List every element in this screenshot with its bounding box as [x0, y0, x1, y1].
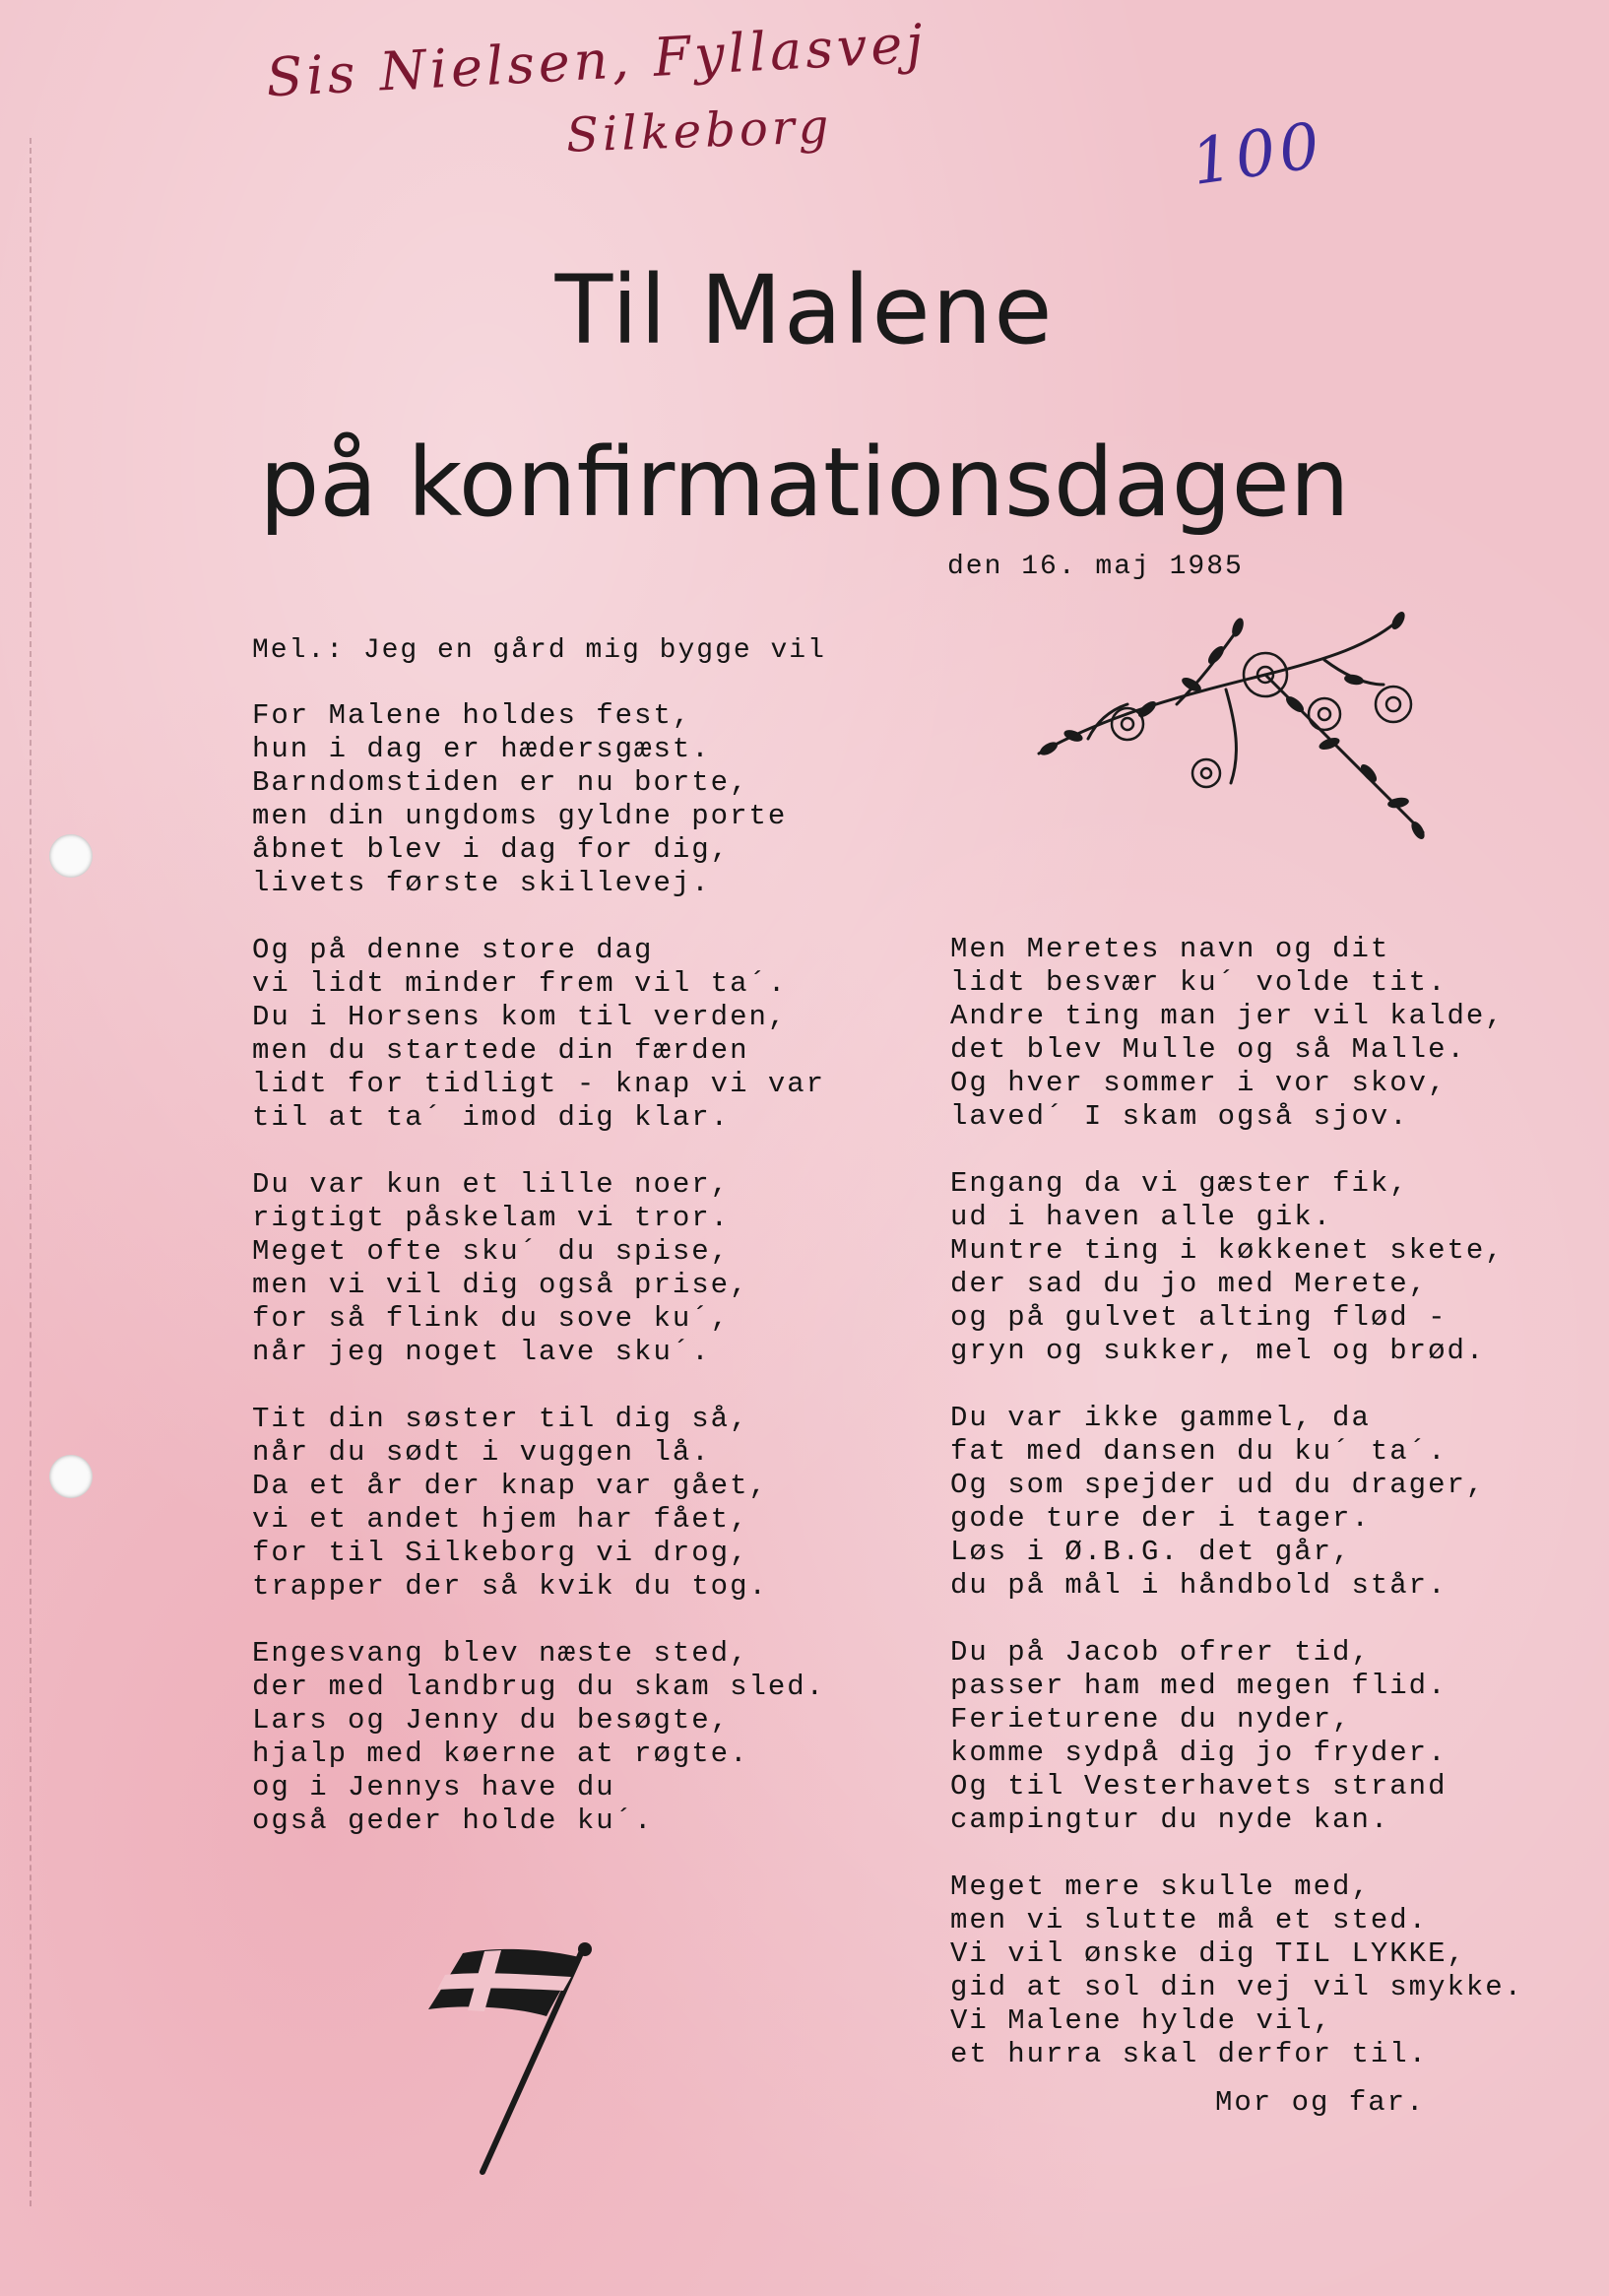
- poem-line: Og til Vesterhavets strand: [950, 1770, 1448, 1803]
- poem-line: hun i dag er hædersgæst.: [252, 733, 711, 765]
- poem-line: men du startede din færden: [252, 1034, 749, 1067]
- handwritten-number: 100: [1187, 109, 1328, 200]
- poem-line: Og hver sommer i vor skov,: [950, 1067, 1448, 1099]
- poem-line: til at ta´ imod dig klar.: [252, 1101, 731, 1134]
- poem-line: Du i Horsens kom til verden,: [252, 1001, 788, 1033]
- poem-line: lidt besvær ku´ volde tit.: [950, 966, 1448, 999]
- flower-sprig-icon: [1029, 606, 1443, 847]
- poem-line: vi lidt minder frem vil ta´.: [252, 967, 788, 1000]
- punch-hole-bottom: [49, 1455, 93, 1498]
- poem-line: ud i haven alle gik.: [950, 1201, 1333, 1233]
- poem-line: hjalp med køerne at røgte.: [252, 1738, 749, 1770]
- poem-line: fat med dansen du ku´ ta´.: [950, 1435, 1448, 1468]
- poem-line: For Malene holdes fest,: [252, 699, 692, 732]
- poem-line: Vi Malene hylde vil,: [950, 2004, 1333, 2037]
- poem-line: der sad du jo med Merete,: [950, 1268, 1429, 1300]
- poem-stanza: [950, 1167, 1523, 1368]
- poem-line: Meget ofte sku´ du spise,: [252, 1235, 731, 1268]
- poem-line: komme sydpå dig jo fryder.: [950, 1737, 1448, 1769]
- poem-line: Vi vil ønske dig TIL LYKKE,: [950, 1937, 1466, 1970]
- poem-line: Barndomstiden er nu borte,: [252, 766, 749, 799]
- poem-stanza: [950, 1636, 1523, 1837]
- poem-stanza: [252, 1168, 825, 1369]
- poem-line: men vi slutte må et sted.: [950, 1904, 1429, 1936]
- page-title: Til Malene: [554, 255, 1055, 366]
- poem-line: gode ture der i tager.: [950, 1502, 1371, 1535]
- page-subtitle: på konfirmationsdagen: [259, 427, 1350, 539]
- poem-line: for så flink du sove ku´,: [252, 1302, 731, 1335]
- date-line: den 16. maj 1985: [947, 552, 1244, 582]
- poem-line: Andre ting man jer vil kalde,: [950, 1000, 1505, 1032]
- poem-line: også geder holde ku´.: [252, 1804, 654, 1837]
- poem-line: Du var ikke gammel, da: [950, 1402, 1371, 1434]
- poem-line: campingtur du nyde kan.: [950, 1804, 1390, 1836]
- poem-line: Du var kun et lille noer,: [252, 1168, 731, 1201]
- poem-line: der med landbrug du skam sled.: [252, 1671, 826, 1703]
- poem-line: gid at sol din vej vil smykke.: [950, 1971, 1524, 2003]
- poem-line: Engang da vi gæster fik,: [950, 1167, 1409, 1200]
- poem-line: men vi vil dig også prise,: [252, 1269, 749, 1301]
- poem-stanza: [252, 1637, 825, 1838]
- poem-line: rigtigt påskelam vi tror.: [252, 1202, 731, 1234]
- poem-line: det blev Mulle og så Malle.: [950, 1033, 1466, 1066]
- poem-line: Og som spejder ud du drager,: [950, 1469, 1486, 1501]
- poem-line: lidt for tidligt - knap vi var: [252, 1068, 826, 1100]
- poem-line: åbnet blev i dag for dig,: [252, 833, 731, 866]
- poem-stanza: [252, 934, 825, 1135]
- poem-line: du på mål i håndbold står.: [950, 1569, 1448, 1602]
- poem-line: gryn og sukker, mel og brød.: [950, 1335, 1486, 1367]
- handwritten-name-address: Sis Nielsen, Fyllasvej: [264, 12, 929, 109]
- poem-stanza: [252, 699, 825, 900]
- poem-stanza: [950, 1402, 1523, 1603]
- melody-line: Mel.: Jeg en gård mig bygge vil: [252, 635, 826, 666]
- poem-line: og i Jennys have du: [252, 1771, 615, 1804]
- poem-line: trapper der så kvik du tog.: [252, 1570, 768, 1603]
- poem-line: vi et andet hjem har fået,: [252, 1503, 749, 1536]
- poem-line: Løs i Ø.B.G. det går,: [950, 1536, 1352, 1568]
- poem-line: Men Meretes navn og dit: [950, 933, 1390, 965]
- poem-line: Lars og Jenny du besøgte,: [252, 1704, 731, 1737]
- poem-line: Da et år der knap var gået,: [252, 1470, 768, 1502]
- poem-line: Ferieturene du nyder,: [950, 1703, 1352, 1736]
- danish-flag-icon: [423, 1935, 601, 2182]
- poem-line: passer ham med megen flid.: [950, 1670, 1448, 1702]
- poem-line: og på gulvet alting flød -: [950, 1301, 1448, 1334]
- poem-line: men din ungdoms gyldne porte: [252, 800, 788, 832]
- poem-line: laved´ I skam også sjov.: [950, 1100, 1409, 1133]
- poem-line: for til Silkeborg vi drog,: [252, 1537, 749, 1569]
- punch-hole-top: [49, 834, 93, 878]
- poem-line: Muntre ting i køkkenet skete,: [950, 1234, 1505, 1267]
- poem-right-column: [950, 933, 1523, 2105]
- handwritten-town: Silkeborg: [565, 98, 834, 164]
- poem-line: et hurra skal derfor til.: [950, 2038, 1429, 2070]
- poem-stanza: [252, 1403, 825, 1604]
- poem-line: Og på denne store dag: [252, 934, 654, 966]
- poem-line: livets første skillevej.: [252, 867, 711, 899]
- poem-stanza: [950, 1870, 1523, 2071]
- poem-line: når jeg noget lave sku´.: [252, 1336, 711, 1368]
- poem-left-column: [252, 699, 825, 1871]
- poem-line: Meget mere skulle med,: [950, 1870, 1371, 1903]
- poem-line: Engesvang blev næste sted,: [252, 1637, 749, 1670]
- poem-line: når du sødt i vuggen lå.: [252, 1436, 711, 1469]
- poem-line: Du på Jacob ofrer tid,: [950, 1636, 1371, 1669]
- signature: Mor og far.: [1215, 2086, 1426, 2119]
- poem-line: Tit din søster til dig så,: [252, 1403, 749, 1435]
- poem-stanza: [950, 933, 1523, 1134]
